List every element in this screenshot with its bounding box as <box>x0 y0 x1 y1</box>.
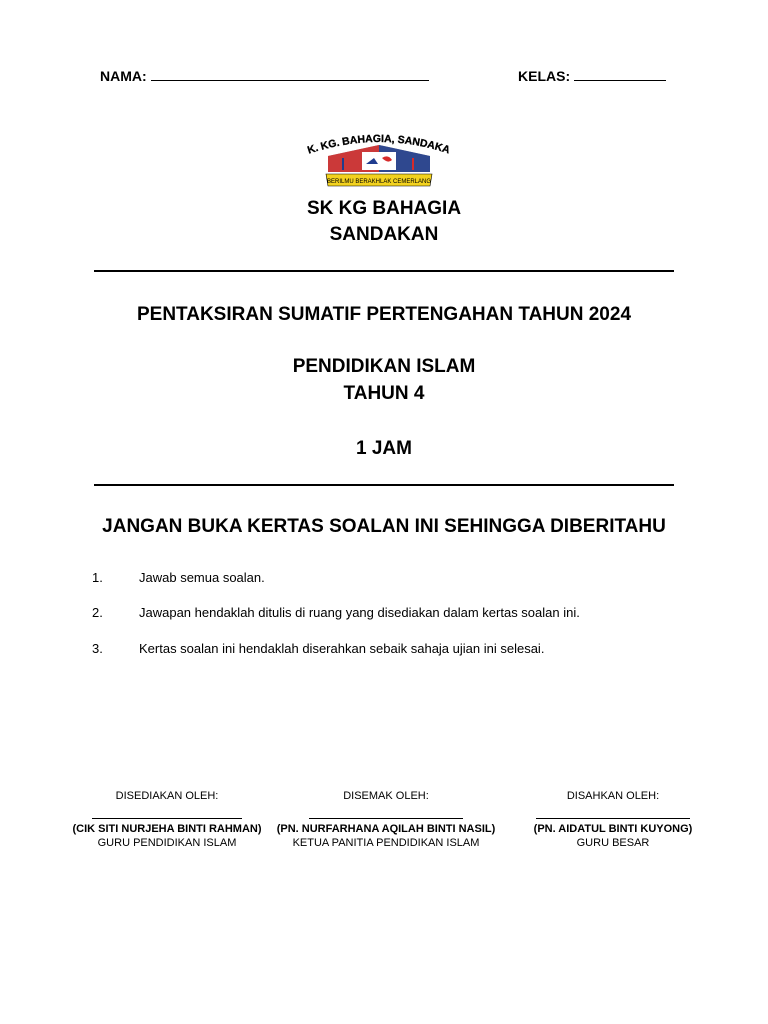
signature-line <box>92 818 242 819</box>
signature-name: (PN. AIDATUL BINTI KUYONG) <box>533 823 693 835</box>
instruction-text: Jawab semua soalan. <box>139 570 265 585</box>
signature-position: GURU BESAR <box>576 837 650 849</box>
school-name <box>0 196 768 248</box>
divider-top <box>94 270 674 272</box>
exam-subject: PENDIDIKAN ISLAM <box>292 356 476 377</box>
exam-year: TAHUN 4 <box>343 383 425 404</box>
name-field-row <box>100 66 429 84</box>
exam-duration: 1 JAM <box>356 438 412 459</box>
school-name-line1: SK KG BAHAGIA <box>306 198 462 219</box>
school-logo <box>304 128 454 190</box>
signature-approved <box>508 790 718 849</box>
class-field-row <box>518 66 666 84</box>
instruction-item <box>92 641 692 659</box>
signature-prepared <box>62 790 272 849</box>
signature-role: DISEMAK OLEH: <box>343 790 429 802</box>
class-label: KELAS: <box>518 68 571 84</box>
instructions-title: JANGAN BUKA KERTAS SOALAN INI SEHINGGA DIBERITAHU <box>102 516 666 537</box>
logo-motto-text: BERILMU BERAKHLAK CEMERLANG <box>326 179 432 185</box>
signature-checked <box>270 790 502 849</box>
name-blank[interactable] <box>151 66 429 81</box>
signature-name: (CIK SITI NURJEHA BINTI RAHMAN) <box>72 823 262 835</box>
instruction-text: Jawapan hendaklah ditulis di ruang yang disediakan dalam kertas soalan ini. <box>139 605 580 620</box>
signature-role: DISAHKAN OLEH: <box>566 790 660 802</box>
logo-arc-text: K. KG. BAHAGIA, SANDAKA <box>306 132 452 157</box>
instruction-item <box>92 570 692 588</box>
instruction-number: 3. <box>92 641 103 656</box>
name-label: NAMA: <box>100 68 147 84</box>
instruction-number: 2. <box>92 605 103 620</box>
instruction-item <box>92 605 692 623</box>
class-blank[interactable] <box>574 66 666 81</box>
signature-position: GURU PENDIDIKAN ISLAM <box>97 837 237 849</box>
exam-title: PENTAKSIRAN SUMATIF PERTENGAHAN TAHUN 2024 <box>136 304 632 325</box>
divider-bottom <box>94 484 674 486</box>
signature-position: KETUA PANITIA PENDIDIKAN ISLAM <box>292 837 480 849</box>
signature-line <box>536 818 690 819</box>
signature-name: (PN. NURFARHANA AQILAH BINTI NASIL) <box>276 823 496 835</box>
signature-role: DISEDIAKAN OLEH: <box>115 790 219 802</box>
instruction-number: 1. <box>92 570 103 585</box>
instruction-text: Kertas soalan ini hendaklah diserahkan sebaik sahaja ujian ini selesai. <box>139 641 545 656</box>
school-name-line2: SANDAKAN <box>329 224 439 245</box>
signature-line <box>309 818 463 819</box>
logo-book <box>362 152 396 170</box>
